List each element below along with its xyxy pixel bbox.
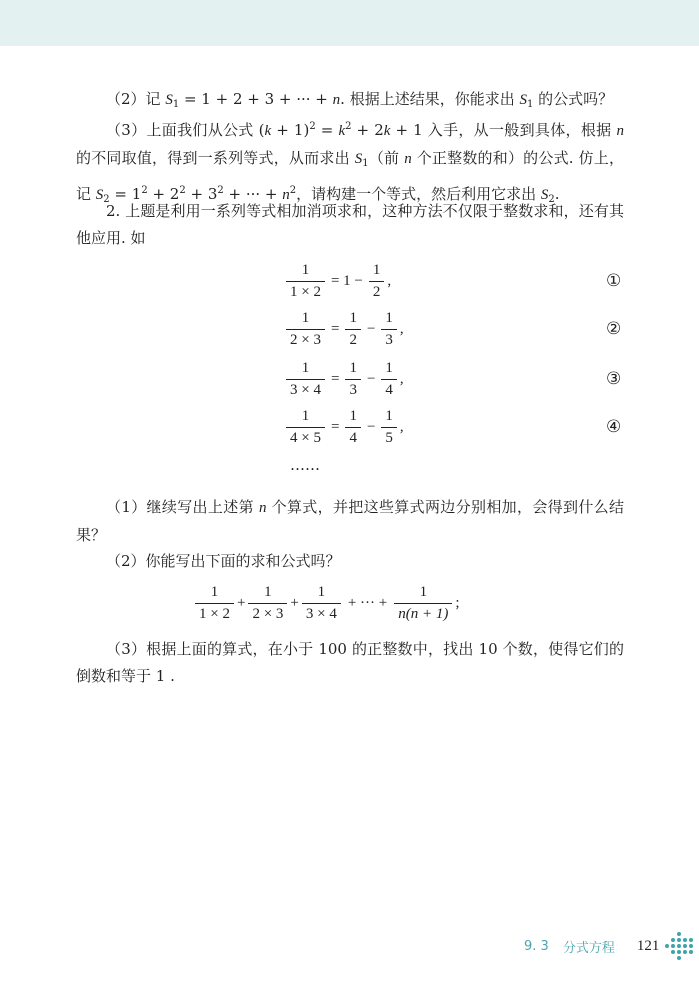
dot [689,950,693,954]
ellipsis: …… [290,456,320,474]
equals: = 1 − [330,273,363,289]
text-segment: . [554,185,560,203]
denominator: 4 × 5 [286,427,325,447]
denominator: 5 [381,427,397,447]
denominator: 4 [381,379,397,399]
fraction [369,262,385,301]
numerator: 1 [385,310,393,326]
numerator: 1 [349,360,357,376]
fraction [345,310,361,349]
minus: − [366,321,376,337]
fraction [286,310,325,349]
problem-2-intro [76,198,624,252]
numerator: 1 [419,584,428,600]
dot [665,956,669,960]
equals: = [330,419,340,435]
dot [665,950,669,954]
dot [671,950,675,954]
denominator: 3 [381,329,397,349]
equation-label: ① [606,271,622,291]
fraction [394,584,452,623]
text-segment: = 1 [109,185,142,203]
denominator: 3 × 4 [302,603,341,623]
text-segment: （3）根据上面的算式，在小于 100 的正整数中，找出 10 个数，使得它们的倒数和等于 1 . [76,640,624,685]
equals: = [330,321,340,337]
dot [671,932,675,936]
text-segment: n [332,92,341,108]
denominator: 1 × 2 [195,603,234,623]
dot [671,938,675,942]
text-segment: + 2 [147,185,180,203]
dot [689,944,693,948]
text-segment: k [383,123,391,139]
text-segment: （2）你能写出下面的求和公式吗？ [106,552,341,570]
numerator: 1 [385,408,393,424]
text-segment: n [282,187,290,203]
text-segment: = [315,121,339,139]
text-segment: 1 [526,99,534,110]
text-segment: = 1 + 2 + 3 + ··· + [179,90,333,108]
text-segment: + ··· + [223,185,283,203]
comma: , [399,419,404,435]
minus: − [366,419,376,435]
plus: + [236,595,246,611]
text-segment: （2）记 [106,90,166,108]
dot [683,950,687,954]
denominator: 3 [345,379,361,399]
text-segment: 2 [309,121,316,132]
text-segment: + 3 [185,185,218,203]
denominator: 2 × 3 [248,603,287,623]
fraction [286,360,325,399]
dot [671,944,675,948]
numerator: 1 [372,262,381,278]
text-segment: 2 [217,185,224,196]
numerator: 1 [349,408,357,424]
numerator: 1 [264,584,272,600]
text-segment: 1 [362,158,369,169]
text-segment: S [354,151,363,167]
dot [683,932,687,936]
text-segment: S [165,92,173,108]
dot [665,932,669,936]
dot [677,938,681,942]
text-segment: 2 [141,185,148,196]
fraction [345,408,361,447]
text-segment: 的公式吗？ [533,90,614,108]
comma: , [399,321,404,337]
text-segment: 2 [345,121,352,132]
numerator: 1 [301,262,310,278]
text-segment: S [519,92,527,108]
text-segment: n [616,123,625,139]
equation-label: ④ [606,417,622,437]
denominator: n(n + 1) [394,603,452,623]
dot [689,956,693,960]
numerator: 1 [349,310,357,326]
denominator: 2 [345,329,361,349]
text-segment: 2 [103,194,110,205]
section-title: 分式方程 [562,940,615,956]
fraction [286,262,325,301]
text-segment: k [264,123,272,139]
page-footer [524,932,693,960]
fraction [381,408,397,447]
equals: = [330,371,340,387]
equation-2 [283,310,404,349]
numerator: 1 [301,360,310,376]
dot [689,938,693,942]
text-segment: 2 [289,185,297,196]
denominator: 2 [369,281,385,301]
minus: − [366,371,376,387]
section-number: 9. 3 [524,938,549,954]
numerator: 1 [210,584,219,600]
dot [671,956,675,960]
text-segment: 的不同取值，得到一系列等式，从而求出 [76,149,355,167]
dot [665,944,669,948]
subquestion-2 [76,548,624,575]
text-segment: S [95,187,104,203]
text-segment: 1 [172,99,180,110]
dot [677,932,681,936]
fraction [345,360,361,399]
fraction [195,584,234,623]
dot [677,944,681,948]
plus-dots: + ··· + [347,595,388,611]
denominator: 1 × 2 [286,281,325,301]
numerator: 1 [301,310,310,326]
text-segment: + 2 [351,121,384,139]
text-segment: （前 [368,149,405,167]
text-segment: + 1) [271,121,310,139]
numerator: 1 [385,360,393,376]
equation-3 [283,360,404,399]
semicolon: ; [455,595,460,611]
dot [683,956,687,960]
comma: , [399,371,404,387]
fraction [381,310,397,349]
subquestion-3 [76,636,624,690]
equation-label: ② [606,319,622,339]
equation-4 [283,408,404,447]
comma: , [387,273,392,289]
fraction [381,360,397,399]
equation-1 [283,262,391,301]
text-segment: 2 [179,185,186,196]
text-segment: S [540,187,549,203]
dot [677,956,681,960]
text-segment: k [338,123,346,139]
text-segment: 2. 上题是利用一系列等式相加消项求和，这种方法不仅限于整数求和，还有其他应用. 如 [76,202,624,247]
denominator: 3 × 4 [286,379,325,399]
denominator: 2 × 3 [286,329,325,349]
text-segment: （1）继续写出上述第 [106,498,260,516]
fraction [286,408,325,447]
text-segment: n [404,151,412,167]
subquestion-1 [76,494,624,549]
text-segment: n [259,500,267,516]
plus: + [290,595,299,611]
fraction [302,584,341,623]
text-segment: 2 [548,194,555,205]
text-segment: 个正整数的和）的公式. 仿上，记 [76,149,624,203]
text-segment: （3）上面我们从公式 ( [106,121,265,139]
dot [689,932,693,936]
text-segment: ，请构建一个等式，然后利用它求出 [296,185,541,203]
dot-grid-decoration-icon [665,932,693,960]
page-number: 121 [636,937,660,954]
dot [665,938,669,942]
text-segment: 个算式，并把这些算式两边分别相加，会得到什么结果？ [76,498,625,544]
text-segment: + 1 入手，从一般到具体，根据 [390,121,617,139]
dot [683,944,687,948]
dot [683,938,687,942]
header-band [0,0,699,46]
dot [677,950,681,954]
equation-label: ③ [606,369,622,389]
text-segment: . 根据上述结果，你能求出 [340,90,520,108]
denominator: 4 [345,427,361,447]
numerator: 1 [301,408,310,424]
numerator: 1 [317,584,326,600]
fraction [248,584,287,623]
sum-formula [192,584,460,623]
